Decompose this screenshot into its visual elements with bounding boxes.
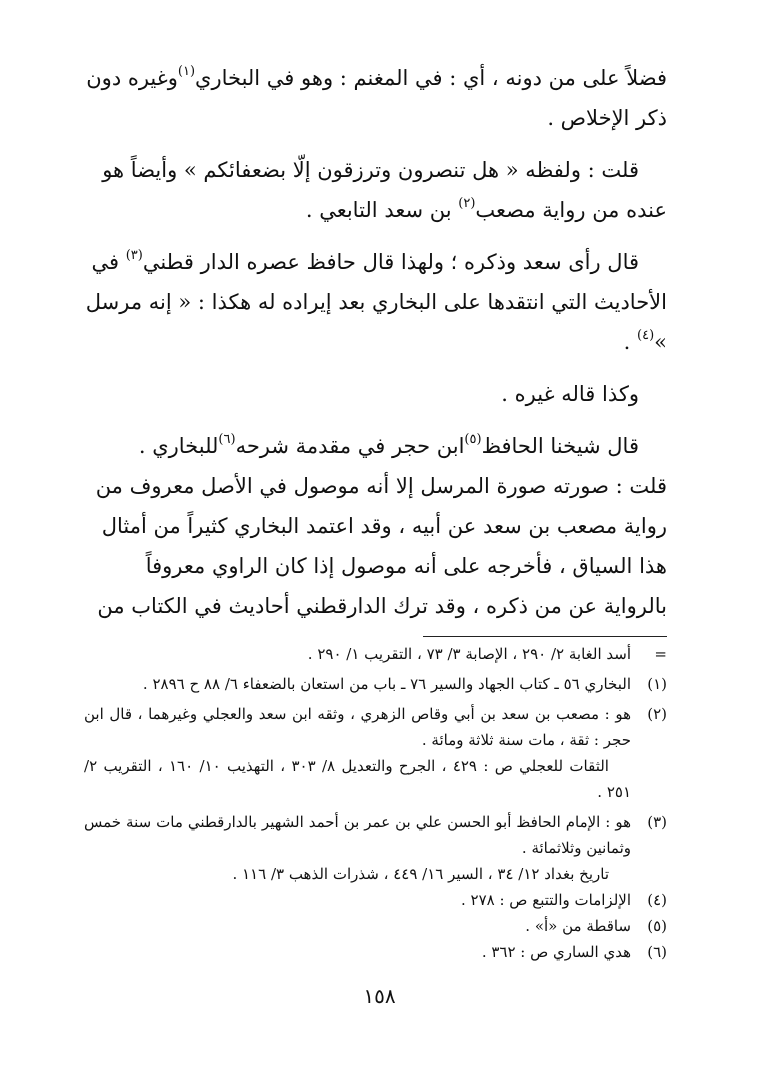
footnote-ref-2: (٢) [458, 196, 476, 211]
footnote-4: (٤) الإلزامات والتتبع ص : ٢٧٨ . [461, 891, 667, 909]
footnote-2: (٢) هو : مصعب بن سعد بن أبي وقاص الزهري ، وثقه ابن سعد والعجلي وغيرهما ، قال ابن حجر : ثقة ، مات سنة ثلاثة ومائة . الثقات للعجلي ص : ٤٢٩ ، الجرح والتعديل ٨/ ٣٠٣ ، التهذيب ١٠/ ١٦٠ ، التقريب ٢/ ٢٥١ . [84, 705, 667, 801]
paragraph-5: قال شيخنا الحافظ$^{(٥)}$ابن حجر في مقدمة شرحه$^{(٦)}$للبخاري . [138, 432, 639, 458]
footnote-6: (٦) هدي الساري ص : ٣٦٢ . [481, 943, 667, 961]
page-number: ١٥٨ [363, 984, 396, 1008]
paragraph-3: قال رأى سعد وذكره ؛ ولهذا قال حافظ عصره الدار قطني$^{(٣)}$ في الأحاديث التي انتقدها على البخاري بعد إيراده له هكذا : « إنه مرسل »$^{(٤)}$ . [85, 248, 667, 354]
footnote-divider [423, 636, 667, 637]
footnote-5: (٥) ساقطة من «أ» . [525, 917, 667, 935]
footnotes [84, 641, 667, 965]
main-text [84, 58, 667, 626]
paragraph-2: قلت : ولفظه « هل تنصرون وترزقون إلّا بضعفائكم » وأيضاً هو عنده من رواية مصعب$^{(٢)}$ بن سعد التابعي . [102, 158, 667, 222]
paragraph-1: فضلاً على من دونه ، أي : في المغنم : وهو في البخاري$^{(١)}$وغيره دون ذكر الإخلاص . [86, 64, 667, 130]
footnote-ref-4: (٤) [637, 328, 655, 343]
footnote-continuation: = أسد الغابة ٢/ ٢٩٠ ، الإصابة ٣/ ٧٣ ، التقريب ١/ ٢٩٠ . [307, 645, 667, 663]
footnote-ref-3: (٣) [125, 248, 143, 263]
footnote-ref-6: (٦) [218, 432, 236, 447]
footnote-ref-1: (١) [177, 64, 196, 79]
paragraph-4: وكذا قاله غيره . [501, 382, 639, 406]
footnote-3: (٣) هو : الإمام الحافظ أبو الحسن علي بن عمر بن أحمد الشهير بالدارقطني مات سنة خمس وثمانين وثلاثمائة . تاريخ بغداد ١٢/ ٣٤ ، السير ١٦/ ٤٤٩ ، شذرات الذهب ٣/ ١١٦ . [84, 813, 667, 883]
paragraph-6: قلت : صورته صورة المرسل إلا أنه موصول في الأصل معروف من رواية مصعب بن سعد عن أبيه ، وقد اعتمد البخاري كثيراً من أمثال هذا السياق ، فأخرجه على أنه موصول إذا كان الراوي معروفاً بالرواية عن من ذكره ، وقد ترك الدارقطني أحاديث في الكتاب من [95, 474, 667, 618]
footnote-1: (١) البخاري ٥٦ ـ كتاب الجهاد والسير ٧٦ ـ باب من استعان بالضعفاء ٦/ ٨٨ ح ٢٨٩٦ . [142, 675, 667, 693]
footnote-ref-5: (٥) [464, 432, 482, 447]
